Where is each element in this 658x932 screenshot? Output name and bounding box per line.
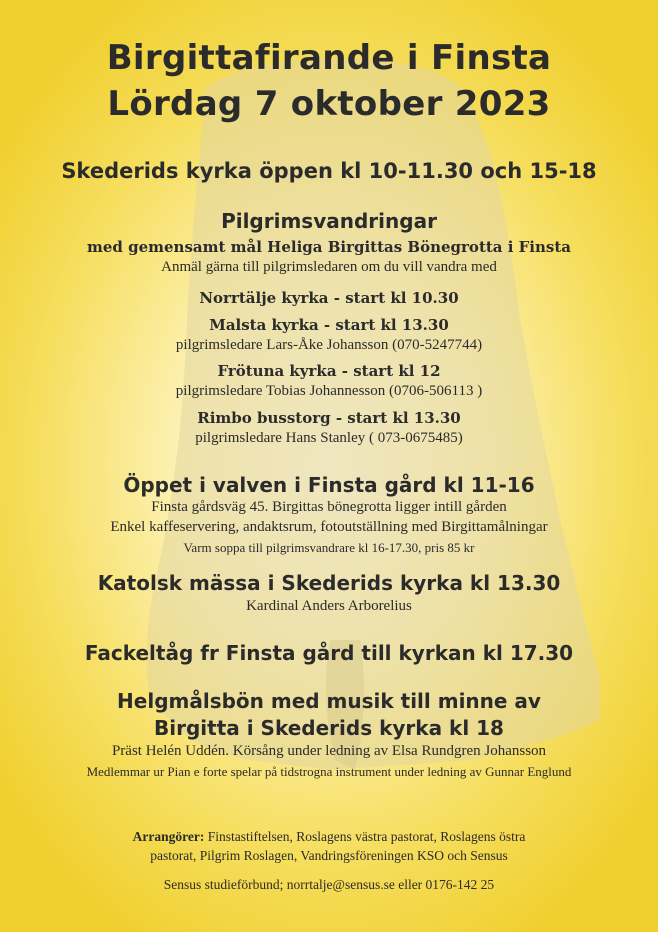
vespers-heading-2: Birgitta i Skederids kyrka kl 18 <box>154 716 504 740</box>
vaults-line-1: Finsta gårdsväg 45. Birgittas bönegrotta ligger intill gården <box>151 499 507 515</box>
organizers-line-1 <box>0 829 658 845</box>
vaults-line-3: Varm soppa till pilgrimsvandrare kl 16-17.30, pris 85 kr <box>183 540 475 555</box>
start-rimbo: Rimbo busstorg - start kl 13.30 <box>197 409 461 427</box>
title-line-1: Birgittafirande i Finsta <box>106 38 552 78</box>
organizers-label: Arrangörer: <box>132 829 205 844</box>
title-line-2: Lördag 7 oktober 2023 <box>107 84 551 124</box>
leader-frotuna: pilgrimsledare Tobias Johannesson (0706-506113 ) <box>175 383 483 399</box>
leader-malsta: pilgrimsledare Lars-Åke Johansson (070-5247744) <box>175 337 483 353</box>
pilgrimage-subheading: med gemensamt mål Heliga Birgittas Bönegrotta i Finsta <box>86 238 572 256</box>
vespers-line-2: Medlemmar ur Pian e forte spelar på tidstrogna instrument under ledning av Gunnar Englund <box>86 764 572 779</box>
start-malsta: Malsta kyrka - start kl 13.30 <box>209 316 449 334</box>
vespers-line-1: Präst Helén Uddén. Körsång under ledning av Elsa Rundgren Johansson <box>111 743 547 759</box>
leader-rimbo: pilgrimsledare Hans Stanley ( 073-0675485) <box>195 430 463 446</box>
church-open-heading: Skederids kyrka öppen kl 10-11.30 och 15-18 <box>61 159 597 183</box>
vaults-line-2: Enkel kaffeservering, andaktsrum, fotoutställning med Birgittamålningar <box>110 519 548 535</box>
mass-heading: Katolsk mässa i Skederids kyrka kl 13.30 <box>97 571 561 595</box>
organizers-line-1-text: Finstastiftelsen, Roslagens västra pastorat, Roslagens östra <box>204 829 526 844</box>
contact-line: Sensus studieförbund; norrtalje@sensus.se eller 0176-142 25 <box>163 877 495 892</box>
start-frotuna: Frötuna kyrka - start kl 12 <box>217 362 441 380</box>
torch-heading: Fackeltåg fr Finsta gård till kyrkan kl 17.30 <box>84 641 574 665</box>
start-norrtalje: Norrtälje kyrka - start kl 10.30 <box>199 289 459 307</box>
mass-line-1: Kardinal Anders Arborelius <box>246 598 412 614</box>
pilgrimage-note: Anmäl gärna till pilgrimsledaren om du vill vandra med <box>161 259 497 275</box>
vaults-heading: Öppet i valven i Finsta gård kl 11-16 <box>123 473 535 497</box>
vespers-heading-1: Helgmålsbön med musik till minne av <box>117 689 541 713</box>
organizers-line-2: pastorat, Pilgrim Roslagen, Vandringsföreningen KSO och Sensus <box>150 848 508 863</box>
pilgrimage-heading: Pilgrimsvandringar <box>221 209 437 233</box>
